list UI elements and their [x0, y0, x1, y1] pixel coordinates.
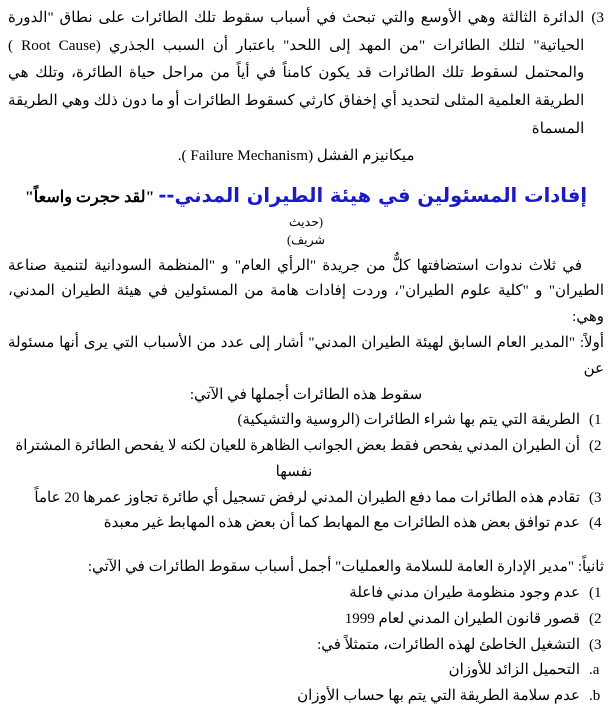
section-first-lead-tail: سقوط هذه الطائرات أجملها في الآتي:: [189, 386, 423, 403]
intro-paragraph: في ثلاث ندوات استضافتها كلٌّ من جريدة "الرأي العام" و "المنظمة السودانية لتنمية صناعة الطيران" و "كلية علوم الطيران"، وردت إفادات هامة من المسئولين في هيئة الطيران المدني، وهي:: [8, 257, 604, 326]
list-item-text: قصور قانون الطيران المدني لعام 1999: [344, 610, 580, 627]
list-item: [8, 658, 604, 684]
section-first-label: أولاً:: [579, 334, 605, 351]
section-heading-quote: "لقد حجرت واسعاً": [24, 188, 155, 206]
list-item: [8, 486, 604, 512]
section-second-list: [8, 581, 604, 658]
section-second: [8, 555, 604, 710]
section-second-lead: [8, 555, 604, 581]
section-heading-source-cont: شريف): [287, 233, 325, 248]
section-first-list: [8, 408, 604, 434]
list-item-text: عدم وجود منظومة طيران مدني فاعلة: [349, 585, 580, 602]
list-item-text: تقادم هذه الطائرات مما دفع الطيران المدني لرفض تسجيل أي طائرة تجاوز عمرها 20 عاماً: [34, 489, 580, 506]
list-item-text: عدم توافق بعض هذه الطائرات مع المهابط كما أن بعض هذه المهابط غير معبدة: [103, 515, 580, 532]
outline-item-3-text: الدائرة الثالثة وهي الأوسع والتي تبحث في أسباب سقوط تلك الطائرات على نطاق "الدورة الحياتية" لتلك الطائرات "من المهد إلى اللحد" باعتبار أن السبب الجذري (Root Cause ) والمحتمل لسقوط تلك الطائرات قد يكون كامناً في أياً من مراحل حياة الطائرة، وتلك هي الطريقة العلمية المثلى لتحديد أي إخفاق كارثي كسقوط الطائرات أو ما دون ذلك وهي الطريقة المسماة: [8, 9, 585, 137]
section-first-list-3: [8, 486, 604, 538]
list-item-text: [8, 434, 580, 486]
section-first-lead-text: "المدير العام السابق لهيئة الطيران المدني" أشار إلى عدد من الأسباب التي يرى أنها مسئولة عن: [8, 334, 604, 377]
outline-item-3-body: [8, 4, 584, 170]
outline-item-3: [8, 4, 604, 170]
list-item-marker: 1): [589, 412, 602, 429]
list-item-marker: 1): [589, 585, 602, 602]
list-item-marker: b.: [589, 688, 601, 705]
list-item-text: التشغيل الخاطئ لهذه الطائرات، متمثلاً في:: [317, 636, 580, 653]
section-first: [8, 331, 604, 537]
section-second-lead-text: "مدير الإدارة العامة للسلامة والعمليات" أجمل أسباب سقوط الطائرات في الآتي:: [87, 559, 575, 576]
list-item-text: الطريقة التي يتم بها شراء الطائرات (الروسية والتشيكية): [237, 412, 580, 429]
list-item-marker: 2): [589, 610, 602, 627]
list-item-marker: 4): [589, 515, 602, 532]
list-item-text: التحميل الزائد للأوزان: [448, 662, 580, 679]
list-item-text-main: أن الطيران المدني يفحص فقط بعض الجوانب الظاهرة للعيان لكنه لا يفحص الطائرة المشتراة: [15, 438, 580, 455]
section-heading-main: إفادات المسئولين في هيئة الطيران المدني--: [158, 183, 588, 207]
outline-item-3-marker: 3): [591, 9, 604, 26]
section-second-sublist: [8, 658, 604, 710]
list-item-marker: 2): [589, 438, 602, 455]
list-item: [8, 607, 604, 633]
section-heading-source: (حديث: [288, 215, 324, 230]
list-item: [8, 633, 604, 659]
list-item: [8, 511, 604, 537]
list-item-marker: 3): [589, 636, 602, 653]
list-item: [8, 434, 604, 486]
list-item-marker: 3): [589, 489, 602, 506]
list-item: [8, 581, 604, 607]
outline-item-3-tail: ميكانيزم الفشل (Failure Mechanism ).: [177, 147, 415, 165]
list-item: [8, 408, 604, 434]
section-first-list-2: [8, 434, 604, 486]
section-first-lead: [8, 331, 604, 408]
list-item-text-wrap: نفسها: [275, 463, 313, 480]
section-second-label: ثانياً:: [577, 559, 604, 576]
list-item-text: عدم سلامة الطريقة التي يتم بها حساب الأوزان: [297, 688, 580, 705]
list-item-marker: a.: [589, 662, 600, 679]
section-heading: [8, 182, 604, 250]
list-item: [8, 684, 604, 710]
